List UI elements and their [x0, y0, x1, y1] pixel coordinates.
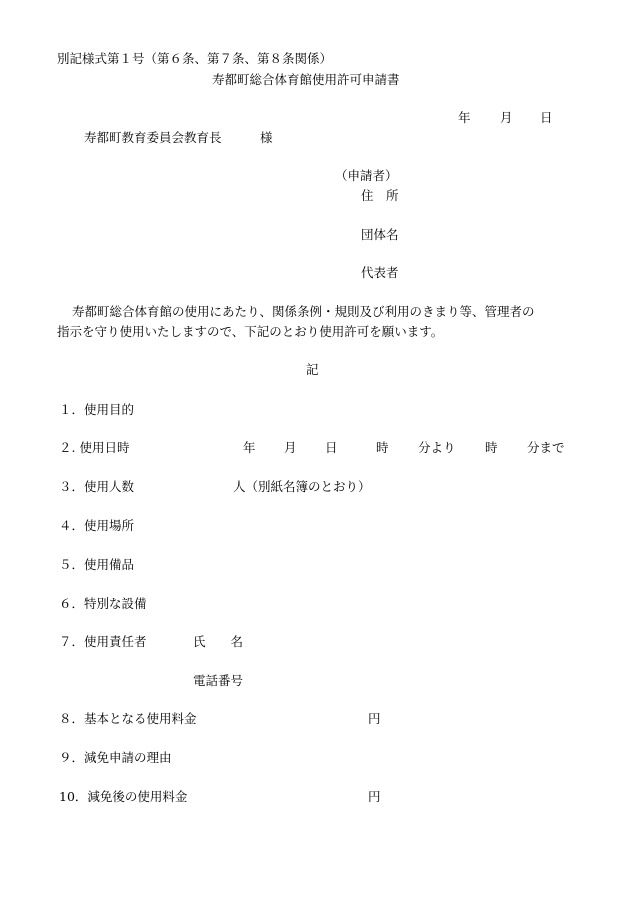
applicant-representative-label: 代表者 [361, 265, 399, 280]
item-datetime-year: 年 [243, 440, 256, 455]
item-purpose: １．使用目的 [59, 402, 135, 417]
item-datetime-hour-end: 時 [485, 440, 498, 455]
date-month: 月 [500, 110, 513, 125]
item-base-fee-label: ８．基本となる使用料金 [59, 711, 197, 726]
item-special-facilities: ６．特別な設備 [59, 596, 147, 611]
applicant-address-label: 住 所 [361, 188, 399, 203]
addressee-honorific: 様 [260, 130, 273, 145]
item-datetime-hour-start: 時 [376, 440, 389, 455]
item-responsible-label: ７．使用責任者 [59, 634, 147, 649]
date-year: 年 [458, 110, 471, 125]
item-reduced-fee-unit: 円 [368, 789, 381, 804]
body-text-line-1: 寿都町総合体育館の使用にあたり、関係条例・規則及び利用のきまり等、管理者の [72, 304, 535, 319]
applicant-heading: （申請者） [335, 168, 398, 183]
form-header: 別記様式第１号（第６条、第７条、第８条関係） [57, 51, 333, 66]
addressee: 寿都町教育委員会教育長 [84, 130, 222, 145]
item-people-note: 人（別紙名簿のとおり） [233, 479, 371, 494]
item-responsible-phone-label: 電話番号 [193, 673, 244, 688]
item-datetime-month: 月 [284, 440, 297, 455]
ki-heading: 記 [306, 362, 319, 377]
document-title: 寿都町総合体育館使用許可申請書 [212, 72, 400, 87]
item-people-label: ３．使用人数 [59, 479, 135, 494]
item-datetime-minute-to: 分まで [527, 440, 565, 455]
item-reduced-fee-label: 10．減免後の使用料金 [59, 789, 188, 804]
item-reduction-reason: ９．減免申請の理由 [59, 750, 172, 765]
item-responsible-name-label: 氏 名 [193, 634, 244, 649]
item-datetime-label: ２. 使用日時 [59, 440, 130, 455]
date-day: 日 [540, 110, 553, 125]
body-text-line-2: 指示を守り使用いたしますので、下記のとおり使用許可を願います。 [57, 324, 444, 339]
item-place: ４．使用場所 [59, 518, 135, 533]
item-datetime-minute-from: 分より [418, 440, 456, 455]
applicant-organization-label: 団体名 [361, 227, 399, 242]
item-base-fee-unit: 円 [368, 711, 381, 726]
item-equipment: ５．使用備品 [59, 557, 135, 572]
item-datetime-day: 日 [325, 440, 338, 455]
